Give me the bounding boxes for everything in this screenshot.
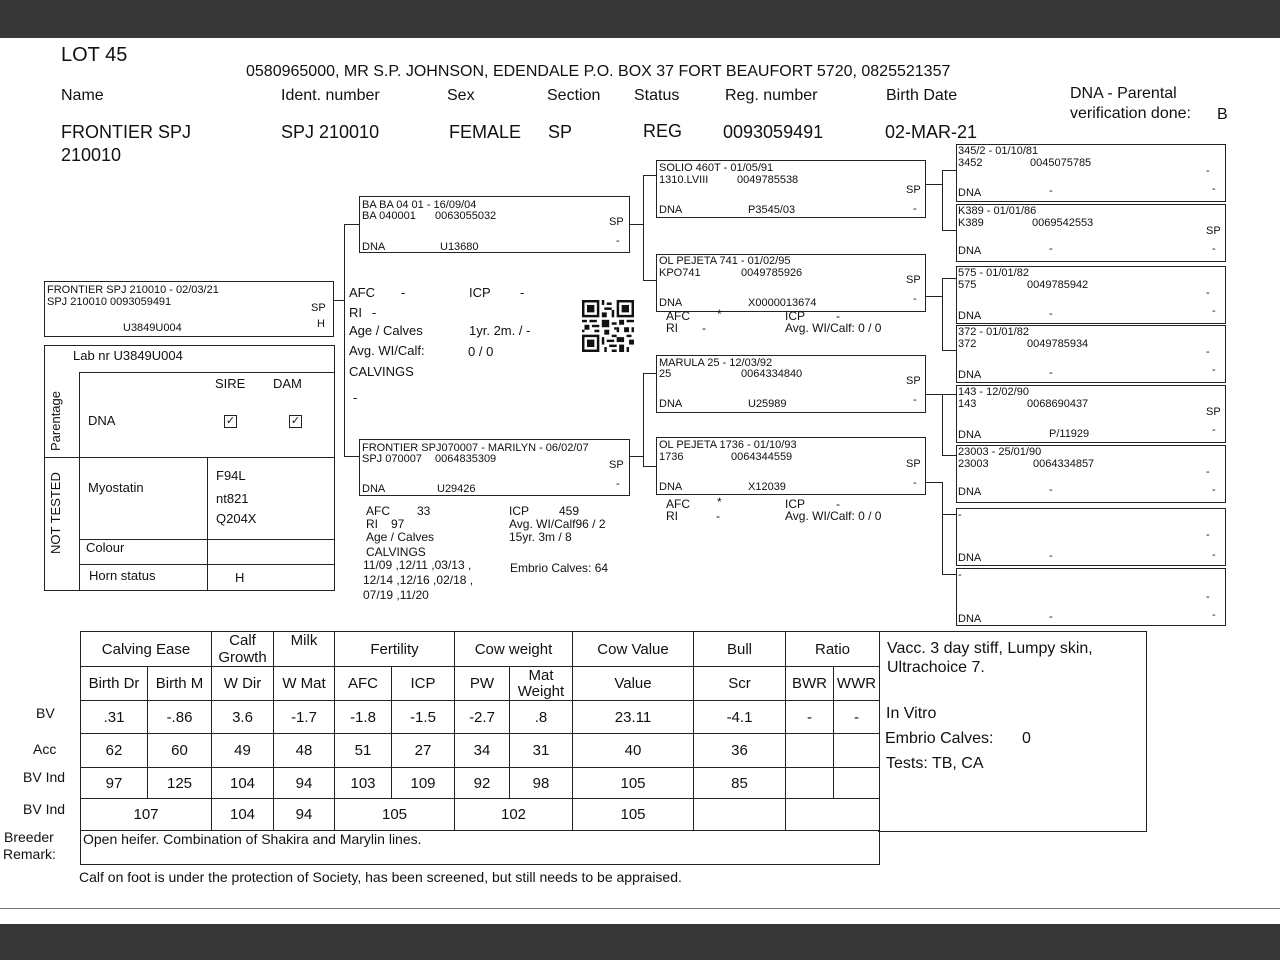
footer-note: Calf on foot is under the protection of Society, has been screened, but still needs to be appraised. (79, 869, 682, 885)
ggp2-reg: 0069542553 (1032, 217, 1094, 229)
animal-box-sp: SP (311, 302, 326, 314)
ggp1-dash: - (1212, 183, 1216, 195)
dam-reg: 0064835309 (435, 453, 497, 465)
ident-label: Ident. number (281, 87, 380, 104)
vacc-line-1: Vacc. 3 day stiff, Lumpy skin, (887, 640, 1093, 657)
myostatin-value-1: F94L (216, 468, 246, 483)
row-label-bv-ind-2: BV Ind (23, 801, 66, 817)
bv-ind2-cell: 104 (212, 799, 274, 831)
sire-dna-checkbox: ✓ (225, 415, 236, 427)
col-value: Value (573, 667, 694, 701)
bv-ind2-cell: 102 (455, 799, 573, 831)
gp4-icp-value: - (836, 497, 840, 511)
gp2-ri-value: - (702, 321, 706, 335)
vacc-line-2: Ultrachoice 7. (887, 659, 985, 676)
dna-verify-value: B (1217, 106, 1228, 123)
gp2-id: KPO741 (659, 267, 701, 279)
calvings-value: - (353, 390, 358, 405)
dam-afc-label: AFC (366, 504, 390, 518)
ggp6-sp: - (1206, 466, 1210, 478)
icp-value: - (520, 285, 525, 300)
ggp1-dna-label: DNA (958, 187, 982, 199)
sire-dna-code: U13680 (440, 241, 479, 253)
group-milk: Milk (274, 632, 335, 667)
gp4-afc-value: * (717, 495, 722, 509)
ggp1-reg: 0045075785 (1030, 157, 1092, 169)
bv-cell: - (786, 701, 834, 734)
bv-ind-cell (786, 768, 834, 799)
lab-nr: Lab nr U3849U004 (73, 348, 183, 363)
dam-calvings-line-1: 11/09 ,12/11 ,03/13 , (363, 558, 472, 572)
dam-pedigree-box (359, 439, 630, 496)
animal-box-code: U3849U004 (123, 322, 182, 334)
gp2-reg: 0049785926 (741, 267, 803, 279)
ggp8-sp: - (1206, 591, 1210, 603)
ggp1-id: 3452 (958, 157, 983, 169)
ggp2-dash: - (1212, 243, 1216, 255)
ggp7-title: - (958, 509, 962, 521)
dam-icp-label: ICP (509, 504, 530, 518)
dam-dna-label: DNA (362, 483, 386, 495)
calvings-label: CALVINGS (349, 364, 414, 379)
bv-cell: -4.1 (694, 701, 786, 734)
dam-dna-checkbox: ✓ (290, 415, 301, 427)
ggp5-reg: 0068690437 (1027, 398, 1089, 410)
sire-id: BA 040001 (362, 210, 416, 222)
gp4-ri-label: RI (666, 509, 678, 523)
group-calving-ease: Calving Ease (81, 632, 212, 667)
acc-cell: 62 (81, 734, 148, 768)
dam-avg-wi: Avg. WI/Calf96 / 2 (509, 517, 606, 531)
dna-row-label: DNA (88, 413, 116, 428)
gp3-dna-code: U25989 (748, 398, 787, 410)
col-mat-weight: Mat Weight (510, 667, 573, 701)
reg-value: 0093059491 (723, 122, 824, 142)
bv-cell: -1.5 (392, 701, 455, 734)
name-label: Name (61, 87, 104, 104)
horn-status-value: H (235, 570, 245, 585)
gp1-reg: 0049785538 (737, 174, 799, 186)
sire-reg: 0063055032 (435, 210, 497, 222)
ggp4-dna-label: DNA (958, 369, 982, 381)
dam-calvings-line-3: 07/19 ,11/20 (363, 588, 429, 602)
dam-embrio-calves: Embrio Calves: 64 (510, 561, 609, 575)
gp4-dna-code: X12039 (748, 481, 786, 493)
acc-cell: 31 (510, 734, 573, 768)
bv-ind2-cell: 105 (335, 799, 455, 831)
lab-results-box (44, 345, 335, 591)
acc-cell: 27 (392, 734, 455, 768)
gp2-afc-label: AFC (666, 309, 690, 323)
horn-status-label: Horn status (89, 568, 156, 583)
gp1-title: SOLIO 460T - 01/05/91 (659, 162, 774, 174)
great-grandparent-box-7 (956, 508, 1226, 566)
bv-cell: -2.7 (455, 701, 510, 734)
animal-name-1: FRONTIER SPJ (61, 122, 192, 142)
dam-ri-value: 97 (391, 517, 405, 531)
status-value: REG (643, 121, 683, 141)
ggp1-title: 345/2 - 01/10/81 (958, 145, 1039, 157)
gp4-dna-label: DNA (659, 481, 683, 493)
animal-box-title: FRONTIER SPJ 210010 - 02/03/21 (47, 284, 219, 296)
dna-verify-label-2: verification done: (1070, 105, 1191, 122)
acc-cell: 40 (573, 734, 694, 768)
acc-cell: 49 (212, 734, 274, 768)
gp2-ri-label: RI (666, 321, 678, 335)
ggp4-dna-code: - (1049, 367, 1053, 379)
ggp4-title: 372 - 01/01/82 (958, 326, 1029, 338)
gp4-afc-label: AFC (666, 497, 690, 511)
ggp7-dna-code: - (1049, 550, 1053, 562)
ggp3-dna-code: - (1049, 308, 1053, 320)
ggp2-sp: SP (1206, 225, 1221, 237)
gp2-sp: SP (906, 274, 921, 286)
dna-verify-label-1: DNA - Parental (1070, 85, 1177, 102)
tests: Tests: TB, CA (886, 755, 984, 772)
grandparent-box-2 (656, 254, 926, 312)
bv-ind-cell: 98 (510, 768, 573, 799)
gp4-avg-wi: Avg. WI/Calf: 0 / 0 (785, 509, 882, 523)
col-icp: ICP (392, 667, 455, 701)
ggp4-dash: - (1212, 364, 1216, 376)
ggp2-dna-code: - (1049, 243, 1053, 255)
ggp2-id: K389 (958, 217, 984, 229)
sire-header: SIRE (215, 376, 246, 391)
acc-cell: 48 (274, 734, 335, 768)
acc-cell (786, 734, 834, 768)
lot-number: LOT 45 (61, 44, 128, 66)
col-birth-m: Birth M (148, 667, 212, 701)
group-fertility: Fertility (335, 632, 455, 667)
bv-ind2-cell: 107 (81, 799, 212, 831)
gp2-title: OL PEJETA 741 - 01/02/95 (659, 255, 791, 267)
bv-ind-cell: 104 (212, 768, 274, 799)
bottom-dark-bar (0, 924, 1280, 960)
acc-cell (834, 734, 880, 768)
grandparent-box-1 (656, 160, 926, 218)
acc-cell: 34 (455, 734, 510, 768)
dam-age-calves-label: Age / Calves (366, 530, 435, 544)
col-birth-dr: Birth Dr (81, 667, 148, 701)
dam-calvings-label: CALVINGS (366, 545, 426, 559)
gp3-dash: - (913, 394, 917, 406)
gp4-reg: 0064344559 (731, 451, 793, 463)
gp3-id: 25 (659, 368, 672, 380)
ggp1-dna-code: - (1049, 185, 1053, 197)
acc-cell: 51 (335, 734, 392, 768)
gp4-title: OL PEJETA 1736 - 01/10/93 (659, 439, 797, 451)
sire-dash: - (616, 235, 620, 247)
breeder-label: Breeder (4, 829, 54, 845)
gp2-avg-wi: Avg. WI/Calf: 0 / 0 (785, 321, 882, 335)
birth-value: 02-MAR-21 (885, 122, 978, 142)
dam-calvings-line-2: 12/14 ,12/16 ,02/18 , (363, 573, 474, 587)
ggp5-id: 143 (958, 398, 977, 410)
bv-ind-cell: 92 (455, 768, 510, 799)
gp3-dna-label: DNA (659, 398, 683, 410)
age-calves-value: 1yr. 2m. / - (469, 323, 531, 338)
col-w-mat: W Mat (274, 667, 335, 701)
bv-cell: .8 (510, 701, 573, 734)
qr-code-icon (582, 300, 634, 352)
dam-dash: - (616, 478, 620, 490)
ggp6-dna-label: DNA (958, 486, 982, 498)
avg-wi-value: 0 / 0 (468, 344, 494, 359)
acc-cell: 36 (694, 734, 786, 768)
ggp4-reg: 0049785934 (1027, 338, 1089, 350)
bv-ind2-cell: 94 (274, 799, 335, 831)
ggp8-dna-label: DNA (958, 613, 982, 625)
gp1-dna-code: P3545/03 (748, 204, 796, 216)
in-vitro: In Vitro (886, 705, 937, 722)
great-grandparent-box-4 (956, 325, 1226, 383)
ggp7-sp: - (1206, 529, 1210, 541)
bv-ind2-cell (786, 799, 880, 831)
animal-pedigree-box (44, 281, 334, 337)
gp3-sp: SP (906, 375, 921, 387)
ggp3-dna-label: DNA (958, 310, 982, 322)
sire-sp: SP (609, 216, 624, 228)
ggp8-dna-code: - (1049, 611, 1053, 623)
row-label-acc: Acc (33, 741, 57, 757)
acc-cell: 60 (148, 734, 212, 768)
ggp3-reg: 0049785942 (1027, 279, 1089, 291)
animal-name-2: 210010 (61, 145, 122, 165)
gp3-title: MARULA 25 - 12/03/92 (659, 357, 773, 369)
col-bwr: BWR (786, 667, 834, 701)
group-cow-weight: Cow weight (455, 632, 573, 667)
ident-value: SPJ 210010 (281, 122, 380, 142)
bv-ind2-cell (694, 799, 786, 831)
bv-cell: 3.6 (212, 701, 274, 734)
myostatin-value-3: Q204X (216, 511, 257, 526)
gp1-dash: - (913, 203, 917, 215)
status-label: Status (634, 87, 680, 104)
bv-ind-cell: 85 (694, 768, 786, 799)
ri-value: - (372, 305, 377, 320)
ggp4-sp: - (1206, 346, 1210, 358)
dam-sp: SP (609, 459, 624, 471)
bottom-separator (0, 908, 1280, 909)
row-label-bv-ind: BV Ind (23, 769, 66, 785)
gp2-icp-label: ICP (785, 309, 806, 323)
gp2-afc-value: * (717, 307, 722, 321)
ggp5-dna-label: DNA (958, 429, 982, 441)
bv-ind-cell: 97 (81, 768, 148, 799)
afc-label: AFC (349, 285, 375, 300)
section-label: Section (547, 87, 601, 104)
sire-dna-label: DNA (362, 241, 386, 253)
dam-ri-label: RI (366, 517, 378, 531)
group-ratio: Ratio (786, 632, 880, 667)
ggp3-id: 575 (958, 279, 977, 291)
ggp3-title: 575 - 01/01/82 (958, 267, 1029, 279)
gp4-sp: SP (906, 458, 921, 470)
myostatin-value-2: nt821 (216, 491, 249, 506)
bv-ind-cell: 125 (148, 768, 212, 799)
ggp8-dash: - (1212, 609, 1216, 621)
bv-ind-cell (834, 768, 880, 799)
breeder-remark: Open heifer. Combination of Shakira and Marylin lines. (81, 831, 880, 865)
icp-label: ICP (469, 285, 491, 300)
breeding-values-table (80, 631, 880, 865)
bv-ind2-cell: 105 (573, 799, 694, 831)
great-grandparent-box-1 (956, 144, 1226, 202)
ggp7-dna-label: DNA (958, 552, 982, 564)
bv-ind-cell: 109 (392, 768, 455, 799)
ggp5-dash: - (1212, 424, 1216, 436)
embrio-calves-value: 0 (1022, 730, 1031, 747)
dam-icp-value: 459 (559, 504, 580, 518)
dam-age-calves-value: 15yr. 3m / 8 (509, 530, 572, 544)
ggp6-dash: - (1212, 484, 1216, 496)
ggp6-dna-code: - (1049, 484, 1053, 496)
avg-wi-label: Avg. WI/Calf: (349, 343, 425, 358)
remark-label: Remark: (3, 846, 56, 862)
bv-ind-cell: 103 (335, 768, 392, 799)
gp1-id: 1310.LVIII (659, 174, 709, 186)
ggp5-title: 143 - 12/02/90 (958, 386, 1029, 398)
group-bull: Bull (694, 632, 786, 667)
ggp4-id: 372 (958, 338, 977, 350)
great-grandparent-box-8 (956, 568, 1226, 626)
ggp1-sp: - (1206, 165, 1210, 177)
parentage-label: Parentage (48, 391, 63, 451)
col-wwr: WWR (834, 667, 880, 701)
group-calf-growth: Calf Growth (212, 632, 274, 667)
bv-cell: .31 (81, 701, 148, 734)
bv-cell: -.86 (148, 701, 212, 734)
gp4-ri-value: - (716, 509, 720, 523)
age-calves-label: Age / Calves (349, 323, 423, 338)
row-label-bv: BV (36, 705, 55, 721)
animal-box-line2: SPJ 210010 0093059491 (47, 296, 172, 308)
not-tested-label: NOT TESTED (48, 472, 63, 554)
gp2-dash: - (913, 293, 917, 305)
sire-title: BA BA 04 01 - 16/09/04 (362, 199, 477, 211)
sex-label: Sex (447, 87, 475, 104)
ggp5-sp: SP (1206, 406, 1221, 418)
dam-afc-value: 33 (417, 504, 431, 518)
gp2-dna-code: X0000013674 (748, 297, 817, 309)
animal-box-h: H (317, 318, 325, 330)
gp4-id: 1736 (659, 451, 684, 463)
colour-label: Colour (86, 540, 125, 555)
great-grandparent-box-2 (956, 204, 1226, 262)
gp4-icp-label: ICP (785, 497, 806, 511)
notes-box (878, 631, 1147, 832)
afc-value: - (401, 285, 406, 300)
ggp3-dash: - (1212, 305, 1216, 317)
gp1-dna-label: DNA (659, 204, 683, 216)
grandparent-box-4 (656, 437, 926, 495)
bv-ind-cell: 105 (573, 768, 694, 799)
dam-header: DAM (273, 376, 302, 391)
myostatin-label: Myostatin (88, 480, 144, 495)
ggp6-id: 23003 (958, 458, 989, 470)
bv-cell: 23.11 (573, 701, 694, 734)
embrio-calves-label: Embrio Calves: (885, 730, 994, 747)
gp2-icp-value: - (836, 309, 840, 323)
top-dark-bar (0, 0, 1280, 38)
ggp6-reg: 0064334857 (1033, 458, 1095, 470)
ggp7-dash: - (1212, 549, 1216, 561)
dam-dna-code: U29426 (437, 483, 476, 495)
ggp8-title: - (958, 569, 962, 581)
dam-title: FRONTIER SPJ070007 - MARILYN - 06/02/07 (362, 442, 589, 454)
bv-cell: -1.7 (274, 701, 335, 734)
ggp5-dna-code: P/11929 (1049, 428, 1090, 440)
gp2-dna-label: DNA (659, 297, 683, 309)
ggp2-dna-label: DNA (958, 245, 982, 257)
group-cow-value: Cow Value (573, 632, 694, 667)
ggp3-sp: - (1206, 287, 1210, 299)
great-grandparent-box-3 (956, 266, 1226, 324)
section-value: SP (548, 122, 573, 142)
gp1-sp: SP (906, 184, 921, 196)
gp3-reg: 0064334840 (741, 368, 803, 380)
ggp6-title: 23003 - 25/01/90 (958, 446, 1042, 458)
ggp2-title: K389 - 01/01/86 (958, 205, 1037, 217)
col-scr: Scr (694, 667, 786, 701)
col-afc: AFC (335, 667, 392, 701)
gp4-dash: - (913, 477, 917, 489)
owner-line: 0580965000, MR S.P. JOHNSON, EDENDALE P.O. BOX 37 FORT BEAUFORT 5720, 0825521357 (246, 63, 951, 80)
col-w-dir: W Dir (212, 667, 274, 701)
bv-ind-cell: 94 (274, 768, 335, 799)
ri-label: RI (349, 305, 362, 320)
dam-id: SPJ 070007 (362, 453, 422, 465)
bv-cell: - (834, 701, 880, 734)
grandparent-box-3 (656, 355, 926, 413)
col-pw: PW (455, 667, 510, 701)
great-grandparent-box-6 (956, 445, 1226, 503)
reg-label: Reg. number (725, 87, 818, 104)
great-grandparent-box-5 (956, 385, 1226, 443)
sire-pedigree-box (359, 196, 630, 253)
sex-value: FEMALE (449, 122, 522, 142)
bv-cell: -1.8 (335, 701, 392, 734)
birth-label: Birth Date (886, 87, 958, 104)
